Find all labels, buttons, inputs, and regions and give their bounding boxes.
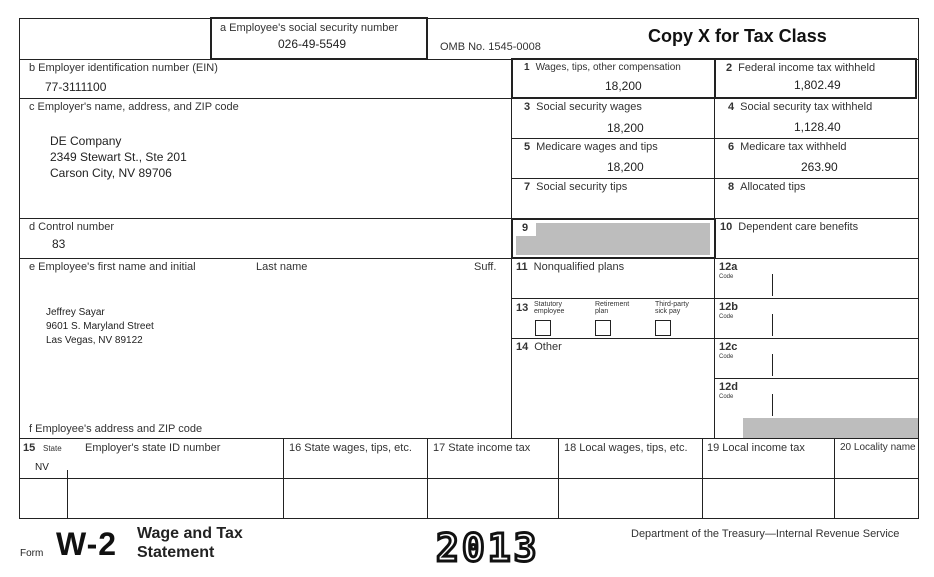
box-12b-label: 12b [719, 301, 738, 313]
ein-value: 77-3111100 [45, 80, 107, 94]
ssn-value: 026-49-5549 [278, 37, 347, 51]
box-12a-code: Code [719, 274, 734, 280]
row-divider [511, 338, 919, 339]
box-19-label: 19 Local income tax [707, 442, 805, 454]
box-15-id-label: Employer's state ID number [85, 442, 221, 454]
row-divider [714, 378, 919, 379]
box-12b-divider [772, 314, 773, 336]
column-divider [67, 470, 68, 518]
row-divider [511, 298, 919, 299]
statutory-employee-checkbox[interactable] [535, 320, 551, 336]
employer-name: DE Company [50, 134, 122, 148]
form-left-border [19, 18, 20, 519]
column-divider [558, 438, 559, 518]
row-divider [511, 138, 919, 139]
box-17-label: 17 State income tax [433, 442, 531, 454]
row-divider [19, 258, 919, 259]
form-title-line2: Statement [137, 544, 215, 561]
box-3-value: 18,200 [607, 121, 644, 135]
box-9-number: 9 [522, 222, 529, 234]
box-9-shaded [516, 223, 710, 255]
column-divider [283, 438, 284, 518]
box-c-label: c Employer's name, address, and ZIP code [29, 101, 239, 113]
box-20-label: 20 Locality name [840, 442, 916, 453]
box-12c-divider [772, 354, 773, 376]
box-d-label: d Control number [29, 221, 114, 233]
box-4-label: 4 Social security tax withheld [728, 101, 873, 113]
box-12-shaded [743, 418, 918, 438]
box-a-label: a Employee's social security number [220, 22, 399, 34]
box-5-value: 18,200 [607, 160, 644, 174]
box-16-label: 16 State wages, tips, etc. [289, 442, 412, 454]
box-2-value: 1,802.49 [794, 78, 841, 92]
box-5-label: 5 Medicare wages and tips [524, 141, 658, 153]
employer-city: Carson City, NV 89706 [50, 166, 172, 180]
state-value: NV [35, 462, 49, 473]
box-12a-label: 12a [719, 261, 738, 273]
box-2-label: 2 Federal income tax withheld [726, 62, 876, 74]
department-label: Department of the Treasury—Internal Revenue Service [631, 528, 900, 540]
omb-number: OMB No. 1545-0008 [440, 41, 541, 53]
box-6-label: 6 Medicare tax withheld [728, 141, 847, 153]
box-10-label: 10 Dependent care benefits [720, 221, 859, 233]
box-4-value: 1,128.40 [794, 120, 841, 134]
suffix-label: Suff. [474, 261, 497, 273]
box-15-state-label: State [43, 444, 62, 453]
box-6-value: 263.90 [801, 160, 838, 174]
box-1-label: 1 Wages, tips, other compensation [524, 62, 681, 73]
box-13-number: 13 [516, 302, 529, 314]
form-title-line1: Wage and Tax [137, 525, 243, 542]
box-12d-label: 12d [719, 381, 738, 393]
form-bottom-border [19, 518, 919, 519]
form-right-border [918, 18, 919, 519]
column-divider [702, 438, 703, 518]
row-divider [511, 178, 919, 179]
box-b-label: b Employer identification number (EIN) [29, 62, 218, 74]
statutory-employee-label: Statutory employee [534, 301, 565, 315]
tax-year: 2013 [436, 526, 540, 570]
box-f-label: f Employee's address and ZIP code [29, 423, 203, 435]
box-18-label: 18 Local wages, tips, etc. [564, 442, 688, 454]
column-divider [834, 438, 835, 518]
box-e-label: e Employee's first name and initial [29, 261, 196, 273]
column-divider [427, 438, 428, 518]
row-divider [19, 478, 919, 479]
box-15-number: 15 [23, 442, 36, 454]
third-party-sick-pay-label: Third-party sick pay [655, 301, 689, 315]
form-label: Form [20, 548, 44, 559]
box-14-label: 14 Other [516, 341, 562, 353]
last-name-label: Last name [256, 261, 308, 273]
box-12a-divider [772, 274, 773, 296]
form-w2-title: W-2 [56, 526, 118, 562]
copy-title: Copy X for Tax Class [648, 26, 827, 46]
box-7-label: 7 Social security tips [524, 181, 628, 193]
row-divider [19, 218, 919, 219]
employee-city: Las Vegas, NV 89122 [46, 335, 143, 346]
box-12b-code: Code [719, 314, 734, 320]
retirement-plan-checkbox[interactable] [595, 320, 611, 336]
form-top-border [19, 18, 919, 19]
row-divider [19, 98, 511, 99]
third-party-sick-pay-checkbox[interactable] [655, 320, 671, 336]
row-divider [19, 438, 919, 439]
box-11-label: 11 Nonqualified plans [516, 261, 625, 273]
box-12c-code: Code [719, 354, 734, 360]
box-8-label: 8 Allocated tips [728, 181, 806, 193]
employer-street: 2349 Stewart St., Ste 201 [50, 150, 187, 164]
retirement-plan-label: Retirement plan [595, 301, 630, 315]
box-3-label: 3 Social security wages [524, 101, 642, 113]
control-number: 83 [52, 237, 66, 251]
employee-name: Jeffrey Sayar [46, 307, 105, 318]
employee-street: 9601 S. Maryland Street [46, 321, 154, 332]
box-12d-code: Code [719, 394, 734, 400]
box-12d-divider [772, 394, 773, 416]
box-12c-label: 12c [719, 341, 738, 353]
box-1-value: 18,200 [605, 79, 642, 93]
